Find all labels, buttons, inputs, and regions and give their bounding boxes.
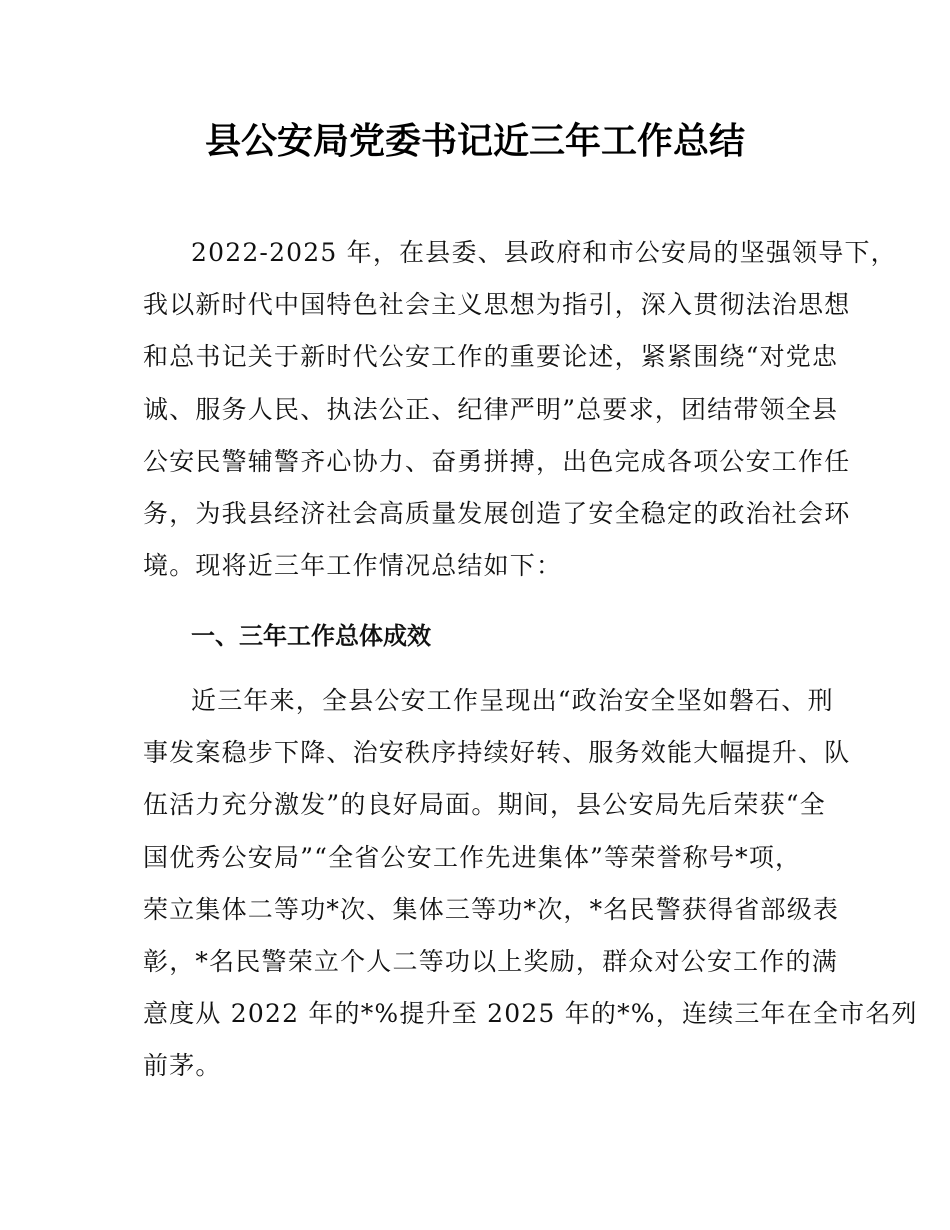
intro-line-6: 务，为我县经济社会高质量发展创造了安全稳定的政治社会环 — [143, 499, 851, 528]
intro-line-3: 和总书记关于新时代公安工作的重要论述，紧紧围绕“对党忠 — [143, 342, 839, 371]
section-1-line-5: 荣立集体二等功*次、集体三等功*次，*名民警获得省部级表 — [143, 895, 840, 924]
intro-line-2: 我以新时代中国特色社会主义思想为指引，深入贯彻法治思想 — [143, 290, 851, 319]
section-1-line-1: 近三年来，全县公安工作呈现出“政治安全坚如磐石、刑 — [191, 686, 834, 715]
intro-line-5: 公安民警辅警齐心协力、奋勇拼搏，出色完成各项公安工作任 — [143, 447, 851, 476]
section-1-line-4: 国优秀公安局”“全省公安工作先进集体”等荣誉称号*项， — [143, 843, 802, 872]
section-1-line-6: 彰，*名民警荣立个人二等功以上奖励，群众对公安工作的满 — [143, 947, 838, 976]
intro-line-7: 境。现将近三年工作情况总结如下： — [143, 551, 563, 580]
section-1-line-3: 伍活力充分激发”的良好局面。期间，县公安局先后荣获“全 — [143, 790, 826, 819]
section-1-heading: 一、三年工作总体成效 — [191, 622, 431, 650]
intro-line-4: 诚、服务人民、执法公正、纪律严明”总要求，团结带领全县 — [143, 395, 839, 424]
section-1-line-8: 前茅。 — [143, 1051, 222, 1080]
intro-line-1: 2022-2025 年，在县委、县政府和市公安局的坚强领导下， — [191, 238, 897, 267]
section-1-line-2: 事发案稳步下降、治安秩序持续好转、服务效能大幅提升、队 — [143, 738, 851, 767]
document-title: 县公安局党委书记近三年工作总结 — [204, 121, 745, 162]
section-1-line-7: 意度从 2022 年的*%提升至 2025 年的*%，连续三年在全市名列 — [143, 999, 918, 1028]
